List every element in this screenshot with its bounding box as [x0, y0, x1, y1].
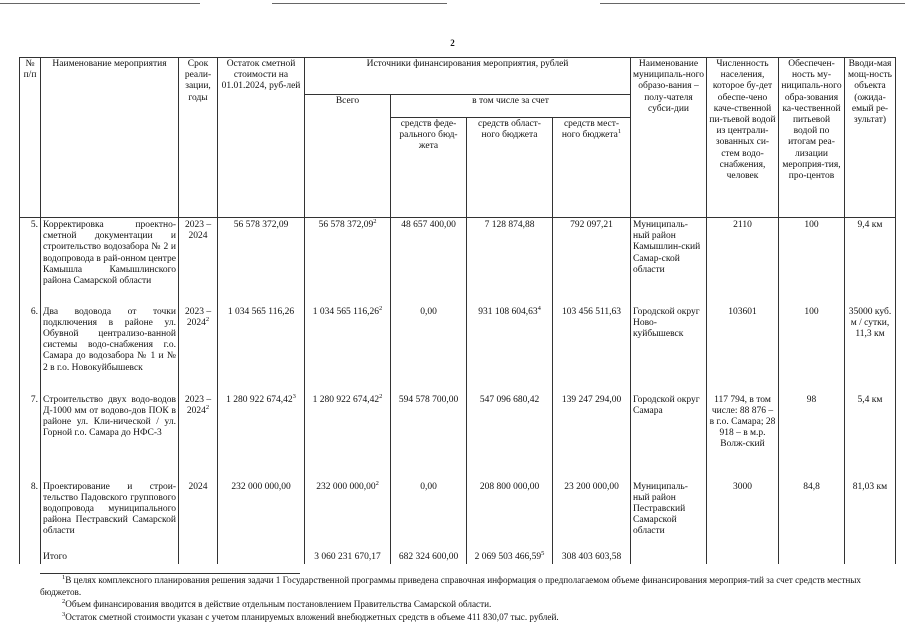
header-sources: Источники финансирования мероприятия, рублей — [305, 58, 631, 95]
page-number: 2 — [450, 38, 455, 48]
header-capacity: Вводи-мая мощ-ность объекта (ожида-емый ре-зультат) — [845, 58, 896, 218]
row-federal: 0,00 — [391, 305, 467, 393]
row-total: 1 280 922 674,42$^2$ — [305, 393, 391, 480]
row-provision: 100 — [779, 305, 845, 393]
row-regional: 7 128 874,88 — [467, 218, 553, 305]
row-num: 8. — [20, 480, 41, 550]
total-balance — [218, 550, 305, 564]
row-total: 232 000 000,00$^2$ — [305, 480, 391, 550]
row-num: 5. — [20, 218, 41, 305]
row-population: 103601 — [707, 305, 779, 393]
row-provision: 84,8 — [779, 480, 845, 550]
header-regional: средств област-ного бюджета — [467, 118, 553, 218]
header-local-text: средств мест-ного бюджета — [561, 119, 620, 141]
row-federal: 594 578 700,00 — [391, 393, 467, 480]
footnote-3: $^3$Остаток сметной стоимости указан с учетом планируемых вложений внебюджетных средств в объеме 411 830,07 тыс. рублей. — [62, 610, 559, 622]
row-name: Проектирование и строи-тельство Падовского группового водопровода муниципального района Пестравский Самарской области — [41, 480, 179, 550]
row-federal: 0,00 — [391, 480, 467, 550]
top-rule-right — [600, 3, 905, 4]
header-federal: средств феде-рального бюд-жета — [391, 118, 467, 218]
header-municipality: Наименование муниципаль-ного образо-вания – полу-чателя субси-дии — [631, 58, 707, 218]
row-total: 1 034 565 116,26$^2$ — [305, 305, 391, 393]
row-local: 139 247 294,00 — [553, 393, 631, 480]
row-population: 3000 — [707, 480, 779, 550]
footnote-1: $^1$В целях комплексного планирования решения задачи 1 Государственной программы приведена справочная информация о предполагаемом объеме финансирования мероприя-тий за счет средств местных бюджетов. — [40, 573, 862, 597]
row-total: 56 578 372,09$^2$ — [305, 218, 391, 305]
header-row-1 — [20, 58, 896, 95]
row-capacity: 5,4 км — [845, 393, 896, 480]
total-municipality — [631, 550, 707, 564]
total-population — [707, 550, 779, 564]
header-num: № п/п — [20, 58, 41, 218]
row-balance: 56 578 372,09 — [218, 218, 305, 305]
header-balance: Остаток сметной стоимости на 01.01.2024, руб-лей — [218, 58, 305, 218]
row-term: 2024 — [179, 480, 218, 550]
header-including: в том числе за счет — [391, 95, 631, 118]
row-municipality: Городской округ Самара — [631, 393, 707, 480]
table-row — [20, 305, 896, 393]
total-local: 308 403 603,58 — [553, 550, 631, 564]
footnote-ref: 1 — [617, 128, 622, 136]
row-capacity: 9,4 км — [845, 218, 896, 305]
row-local: 103 456 511,63 — [553, 305, 631, 393]
row-municipality: Муниципаль-ный район Камышлин-ский Самар-ской области — [631, 218, 707, 305]
top-rule-middle — [272, 3, 447, 4]
row-name: Корректировка проектно-сметной документации и строительство водозабора № 2 и водопровода в рай-онном центре Камышла Камышлинского района Самарской области — [41, 218, 179, 305]
row-municipality: Городской округ Ново-куйбышевск — [631, 305, 707, 393]
footnote-separator — [40, 573, 300, 574]
table-row — [20, 393, 896, 480]
total-federal: 682 324 600,00 — [391, 550, 467, 564]
row-local: 23 200 000,00 — [553, 480, 631, 550]
row-name: Строительство двух водо-водов Д-1000 мм от водово-дов ПОК в районе ул. Кли-нической / ул. Горной г.о. Самара до НФС-3 — [41, 393, 179, 480]
row-regional: 208 800 000,00 — [467, 480, 553, 550]
row-name: Два водовода от точки подключения в районе ул. Обувной централизо-ванной системы водо-снабжения г.о. Самара до водозабора № 1 и № 2 в г.о. Новокуйбышевск — [41, 305, 179, 393]
total-num — [20, 550, 41, 564]
row-num: 7. — [20, 393, 41, 480]
row-balance: 1 034 565 116,26 — [218, 305, 305, 393]
row-term: 2023 – 2024$^2$ — [179, 393, 218, 480]
row-balance: 1 280 922 674,42$^3$ — [218, 393, 305, 480]
row-capacity: 81,03 км — [845, 480, 896, 550]
row-capacity: 35000 куб. м / сутки, 11,3 км — [845, 305, 896, 393]
header-provision: Обеспечен-ность му-ниципаль-ного обра-зования ка-чественной питьевой водой по итогам реа-лизации мероприя-тия, про-центов — [779, 58, 845, 218]
total-capacity — [845, 550, 896, 564]
row-balance: 232 000 000,00 — [218, 480, 305, 550]
footnote-2: $^2$Объем финансирования вводится в действие отдельным постановлением Правительства Самарской области. — [62, 597, 492, 609]
row-provision: 100 — [779, 218, 845, 305]
row-federal: 48 657 400,00 — [391, 218, 467, 305]
header-term: Срок реали-зации, годы — [179, 58, 218, 218]
header-population: Численность населения, которое бу-дет обеспе-чено каче-ственной пи-тьевой водой из централи-зованных си-стем водо-снабжения, человек — [707, 58, 779, 218]
table-row — [20, 480, 896, 550]
row-term: 2023 – 2024 — [179, 218, 218, 305]
total-total: 3 060 231 670,17 — [305, 550, 391, 564]
row-term: 2023 – 2024$^2$ — [179, 305, 218, 393]
top-rule-left — [0, 3, 200, 4]
table-row — [20, 218, 896, 305]
header-name: Наименование мероприятия — [41, 58, 179, 218]
row-municipality: Муниципаль-ный район Пестравский Самарской области — [631, 480, 707, 550]
header-local — [553, 118, 631, 218]
row-population: 2110 — [707, 218, 779, 305]
row-regional: 931 108 604,63$^4$ — [467, 305, 553, 393]
total-term — [179, 550, 218, 564]
total-provision — [779, 550, 845, 564]
total-label: Итого — [41, 550, 179, 564]
row-population: 117 794, в том числе: 88 876 – в г.о. Самара; 28 918 – в м.р. Волж-ский — [707, 393, 779, 480]
row-num: 6. — [20, 305, 41, 393]
measures-table — [19, 57, 896, 564]
row-local: 792 097,21 — [553, 218, 631, 305]
row-regional: 547 096 680,42 — [467, 393, 553, 480]
row-provision: 98 — [779, 393, 845, 480]
total-row — [20, 550, 896, 564]
total-regional: 2 069 503 466,59$^5$ — [467, 550, 553, 564]
header-total: Всего — [305, 95, 391, 218]
